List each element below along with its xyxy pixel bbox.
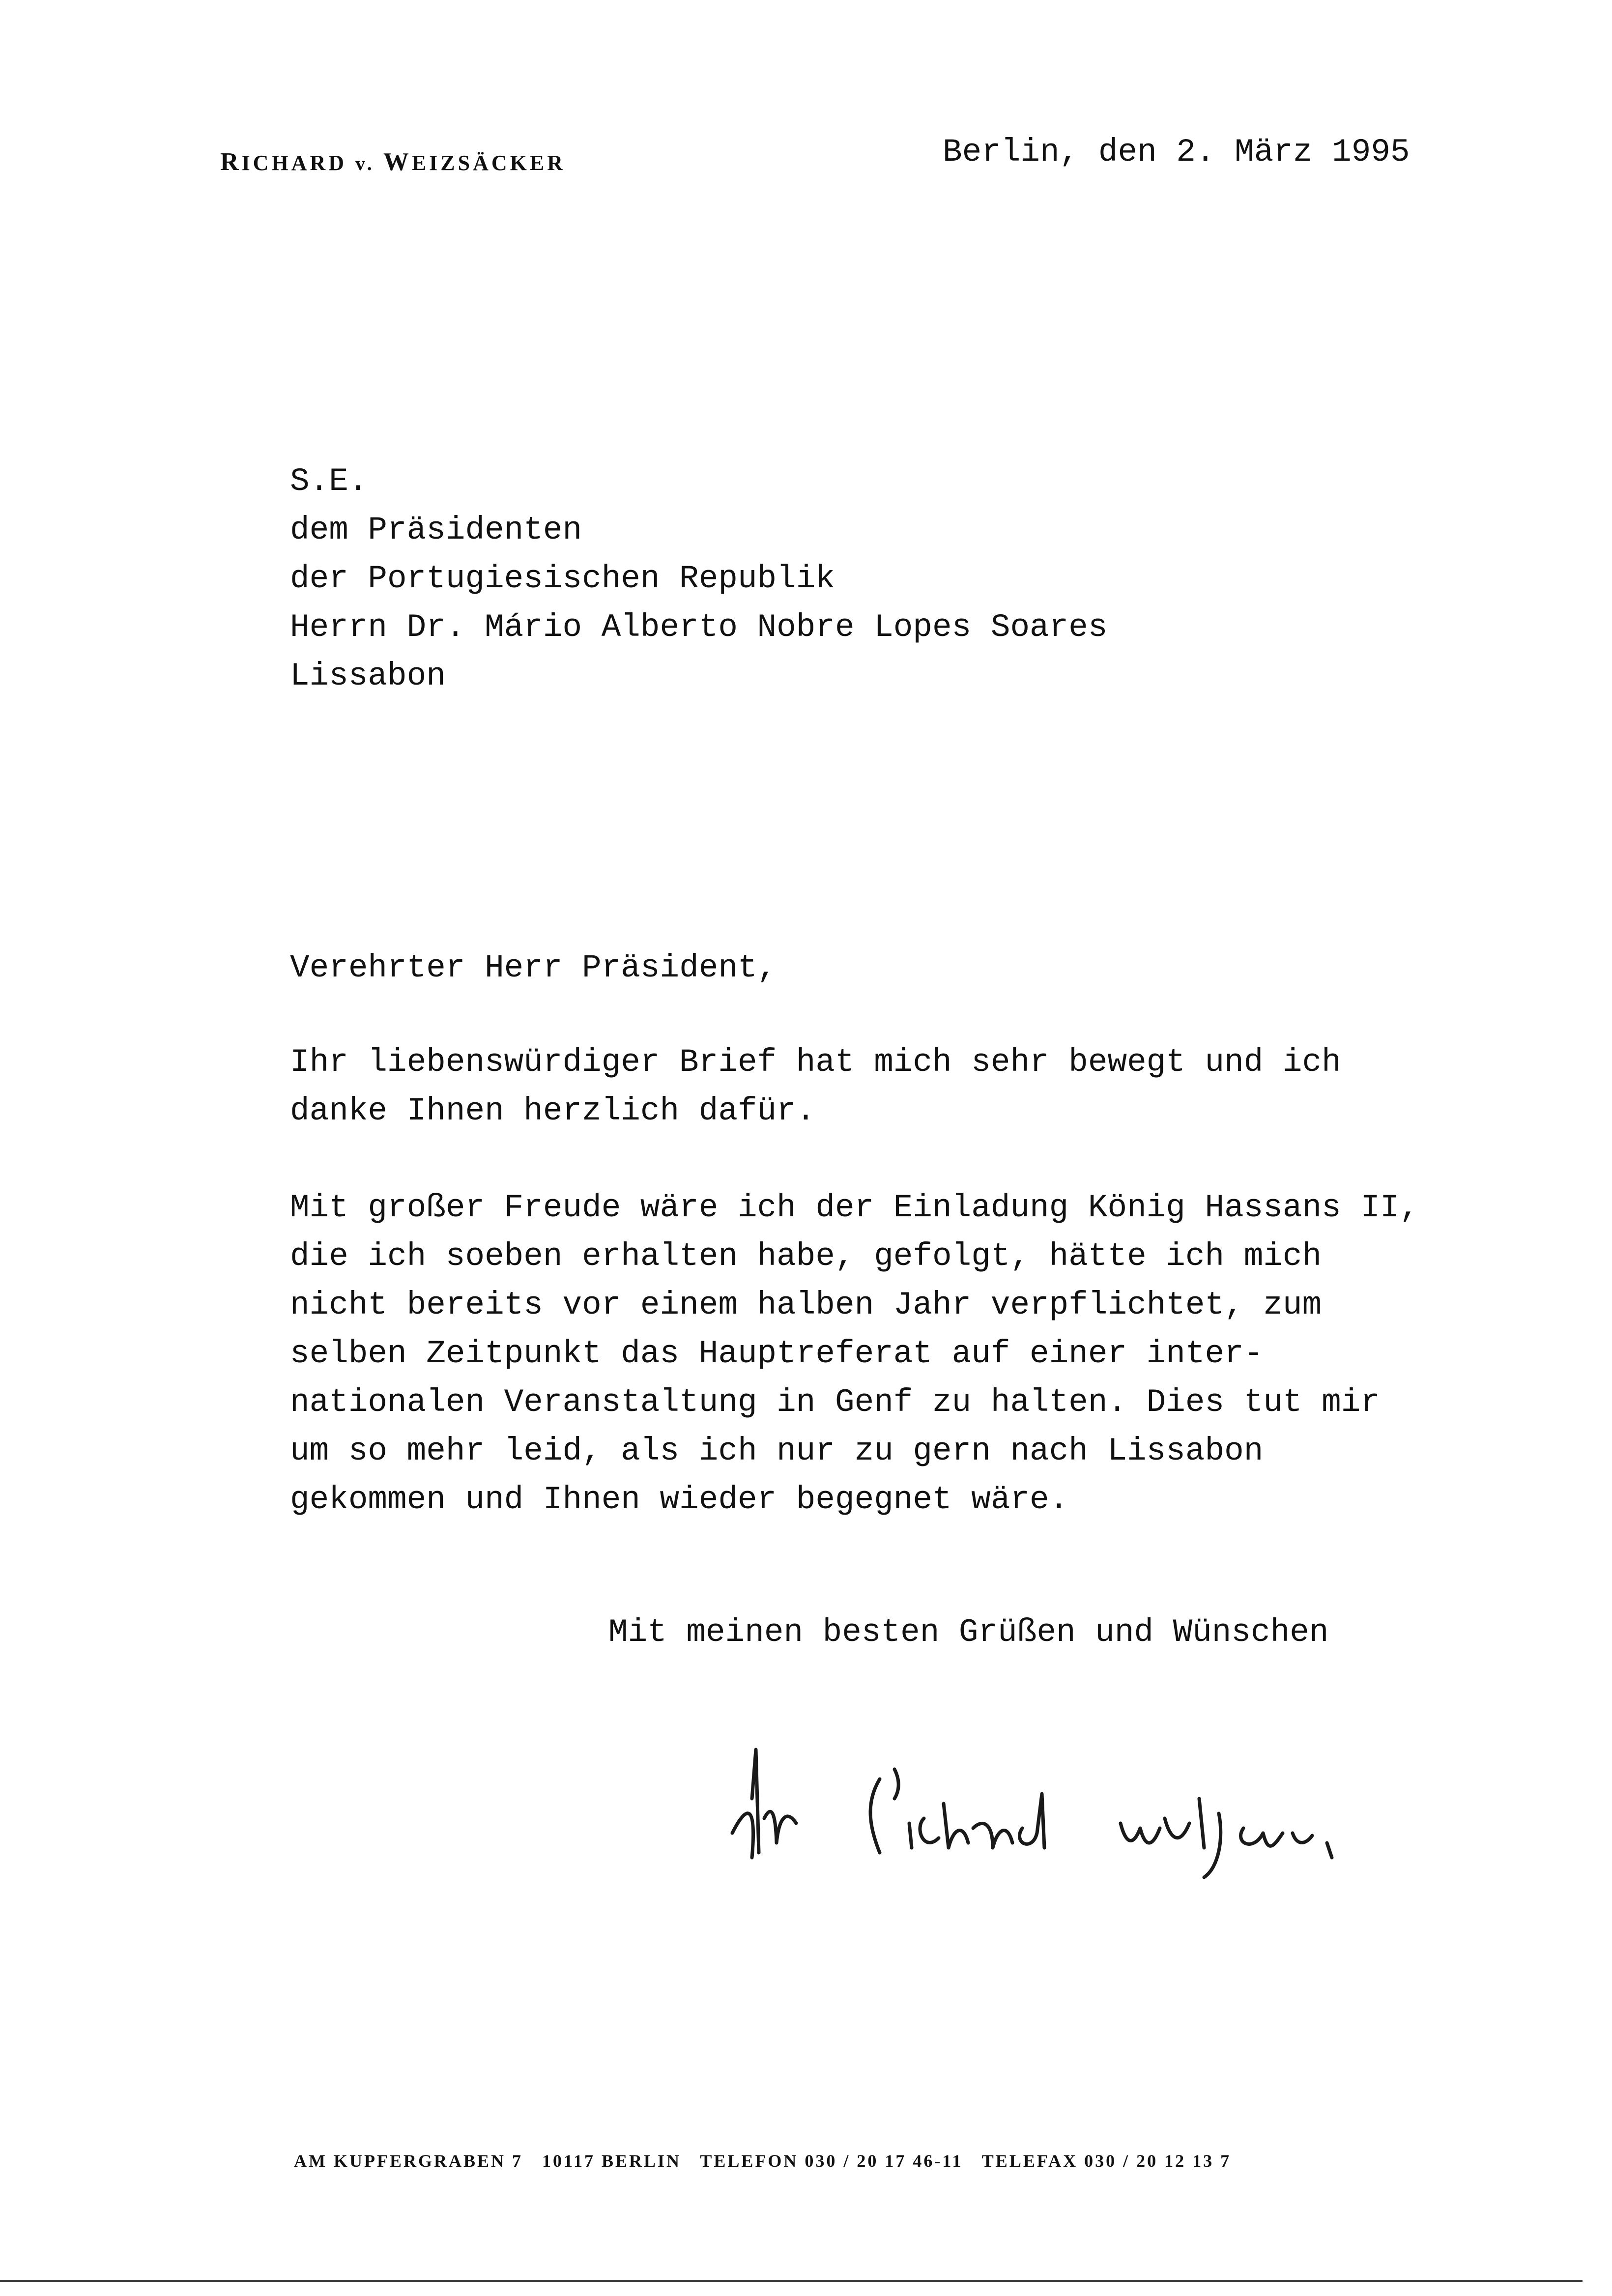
address-line: der Portugiesischen Republik xyxy=(290,560,835,597)
letterhead-particle: v. xyxy=(355,152,375,174)
paragraph-line: die ich soeben erhalten habe, gefolgt, hätte ich mich xyxy=(290,1238,1322,1275)
paragraph-line: nationalen Veranstaltung in Genf zu halten. Dies tut mir xyxy=(290,1384,1380,1421)
handwritten-signature xyxy=(718,1730,1524,1887)
page-bottom-rule xyxy=(0,2280,1583,2282)
letter-date: Berlin, den 2. März 1995 xyxy=(943,134,1410,171)
address-line: dem Präsidenten xyxy=(290,512,582,548)
address-line: S.E. xyxy=(290,463,368,500)
paragraph-line: Ihr liebenswürdiger Brief hat mich sehr bewegt und ich xyxy=(290,1044,1341,1081)
salutation: Verehrter Herr Präsident, xyxy=(290,949,777,986)
letterhead-first-name: ICHARD xyxy=(241,151,347,175)
letterhead-last-name: EIZSÄCKER xyxy=(411,151,566,175)
paragraph-line: um so mehr leid, als ich nur zu gern nach Lissabon xyxy=(290,1433,1264,1469)
paragraph-line: danke Ihnen herzlich dafür. xyxy=(290,1092,816,1129)
letterhead-footer: AM KUPFERGRABEN 7 10117 BERLIN TELEFON 030 / 20 17 46-11 TELEFAX 030 / 20 12 13 7 xyxy=(294,2151,1232,2171)
closing-line: Mit meinen besten Grüßen und Wünschen xyxy=(608,1614,1329,1651)
address-line: Herrn Dr. Mário Alberto Nobre Lopes Soares xyxy=(290,609,1108,646)
address-line: Lissabon xyxy=(290,658,446,694)
recipient-address xyxy=(290,457,1107,700)
paragraph-line: gekommen und Ihnen wieder begegnet wäre. xyxy=(290,1481,1069,1518)
paragraph-line: nicht bereits vor einem halben Jahr verpflichtet, zum xyxy=(290,1287,1322,1323)
letterhead-last-initial: W xyxy=(383,148,412,176)
paragraph-line: selben Zeitpunkt das Hauptreferat auf einer inter- xyxy=(290,1335,1264,1372)
body-paragraph-1 xyxy=(290,1038,1341,1135)
letterhead-name xyxy=(220,147,566,176)
letterhead-initial: R xyxy=(220,148,242,176)
paragraph-line: Mit großer Freude wäre ich der Einladung König Hassans II, xyxy=(290,1189,1419,1226)
body-paragraph-2 xyxy=(290,1183,1419,1524)
